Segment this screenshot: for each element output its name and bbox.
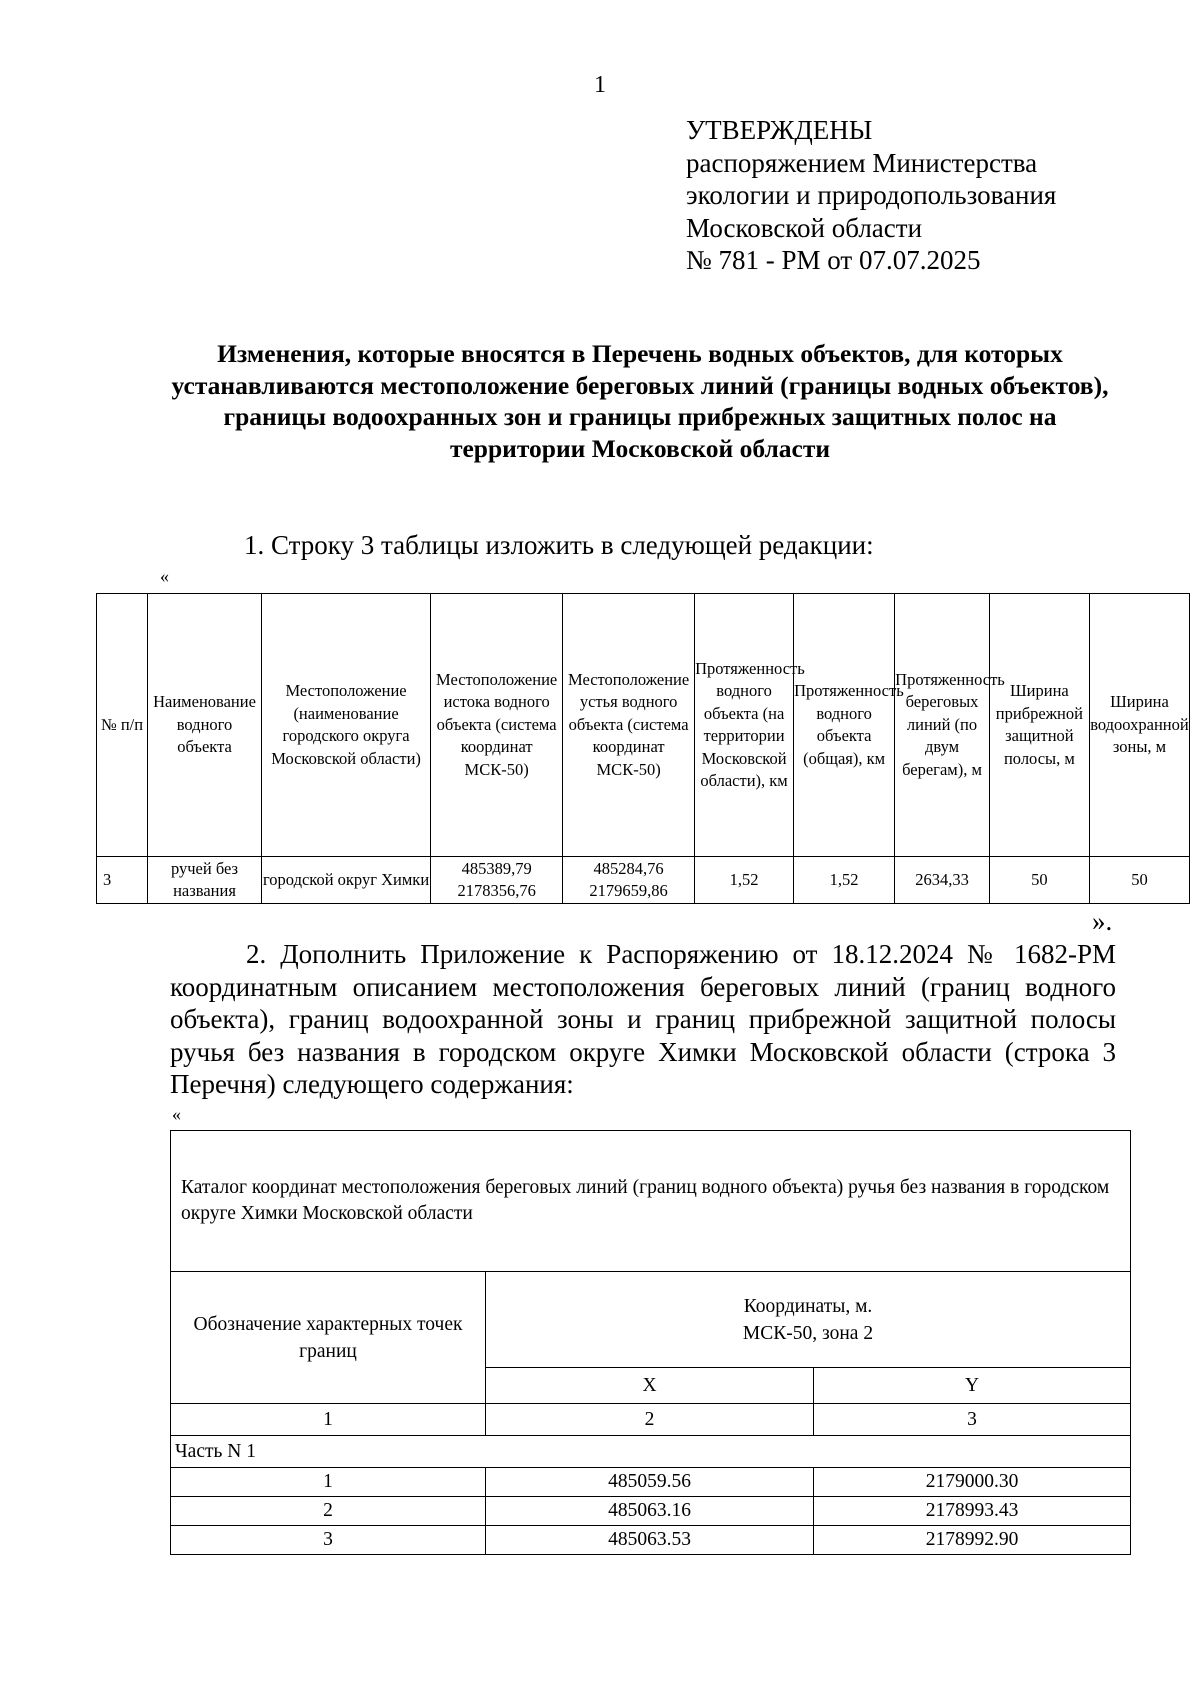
y-header: Y: [814, 1368, 1131, 1404]
water-objects-table: [96, 593, 1190, 904]
x-cell: 485059.56: [486, 1468, 814, 1497]
table-row: [171, 1526, 1131, 1555]
approval-line: № 781 - РМ от 07.07.2025: [686, 245, 981, 275]
coordinates-header-line: Координаты, м.: [743, 1295, 873, 1317]
header-cell: Протяженность водного объекта (общая), км: [794, 594, 895, 857]
paragraph-1: 1. Строку 3 таблицы изложить в следующей редакции:: [244, 530, 874, 560]
approval-block: [686, 114, 1056, 277]
y-cell: 2178992.90: [814, 1526, 1131, 1555]
approval-line: экологии и природопользования: [686, 180, 1057, 210]
table-row: [171, 1468, 1131, 1497]
y-cell: 2178993.43: [814, 1497, 1131, 1526]
header-cell: Местоположение устья водного объекта (система координат МСК-50): [563, 594, 695, 857]
x-cell: 485063.53: [486, 1526, 814, 1555]
point-cell: 3: [171, 1526, 486, 1555]
x-cell: 485063.16: [486, 1497, 814, 1526]
table-cell: 2634,33: [895, 857, 990, 904]
coordinates-header-line: МСК-50, зона 2: [742, 1322, 874, 1344]
approval-line: Московской области: [686, 212, 923, 243]
approval-line: распоряжением Министерства: [686, 147, 1038, 178]
table-cell: 1,52: [794, 857, 895, 904]
part-label: Часть N 1: [171, 1436, 1131, 1468]
point-cell: 2: [171, 1497, 486, 1526]
column-number: 3: [814, 1404, 1131, 1436]
points-header: Обозначение характерных точек границ: [171, 1272, 486, 1404]
catalog-caption: Каталог координат местоположения береговых линий (границ водного объекта) ручья без названия в городском округе Химки Московской области: [171, 1131, 1131, 1272]
table-header-row: [97, 594, 1190, 857]
y-cell: 2179000.30: [814, 1468, 1131, 1497]
point-cell: 1: [171, 1468, 486, 1497]
column-number: 2: [486, 1404, 814, 1436]
table-row: [97, 857, 1190, 904]
table-cell: 3: [97, 857, 148, 904]
table-cell: городской округ Химки: [261, 857, 430, 904]
table-cell: 485284,76 2179659,86: [563, 857, 695, 904]
header-cell: Местоположение истока водного объекта (система координат МСК-50): [431, 594, 563, 857]
header-cell: № п/п: [97, 594, 148, 857]
paragraph-2: 2. Дополнить Приложение к Распоряжению от 18.12.2024 № 1682-РМ координатным описанием местоположения береговых линий (границ водного объекта), границ водоохранной зоны и границ прибрежной защитной полосы ручья без названия в городском округе Химки Московской области (строка 3 Перечня) следующего содержания:: [170, 939, 1116, 1100]
coordinates-table: [170, 1130, 1131, 1555]
page-number: 1: [594, 72, 606, 98]
table-row: [171, 1497, 1131, 1526]
header-cell: Ширина водоохранной зоны, м: [1089, 594, 1189, 857]
column-number: 1: [171, 1404, 486, 1436]
table-cell: 1,52: [695, 857, 794, 904]
coordinates-header: [486, 1272, 1131, 1368]
header-cell: Протяженность водного объекта (на территории Московской области), км: [695, 594, 794, 857]
header-cell: Протяженность береговых линий (по двум берегам), м: [895, 594, 990, 857]
closing-quote: ».: [1092, 906, 1113, 936]
document-title: Изменения, которые вносятся в Перечень водных объектов, для которых устанавливаются местоположение береговых линий (границы водных объектов), границы водоохранных зон и границы прибрежных защитных полос на территории Московской области: [171, 339, 1109, 463]
table-cell: 50: [989, 857, 1089, 904]
table-cell: 485389,79 2178356,76: [431, 857, 563, 904]
opening-quote: «: [160, 566, 169, 586]
x-header: X: [486, 1368, 814, 1404]
table-cell: 50: [1089, 857, 1189, 904]
header-cell: Ширина прибрежной защитной полосы, м: [989, 594, 1089, 857]
approval-line: УТВЕРЖДЕНЫ: [686, 115, 873, 145]
header-cell: Наименование водного объекта: [148, 594, 262, 857]
table-cell: ручей без названия: [148, 857, 262, 904]
header-cell: Местоположение (наименование городского округа Московской области): [261, 594, 430, 857]
opening-quote: «: [172, 1104, 181, 1124]
